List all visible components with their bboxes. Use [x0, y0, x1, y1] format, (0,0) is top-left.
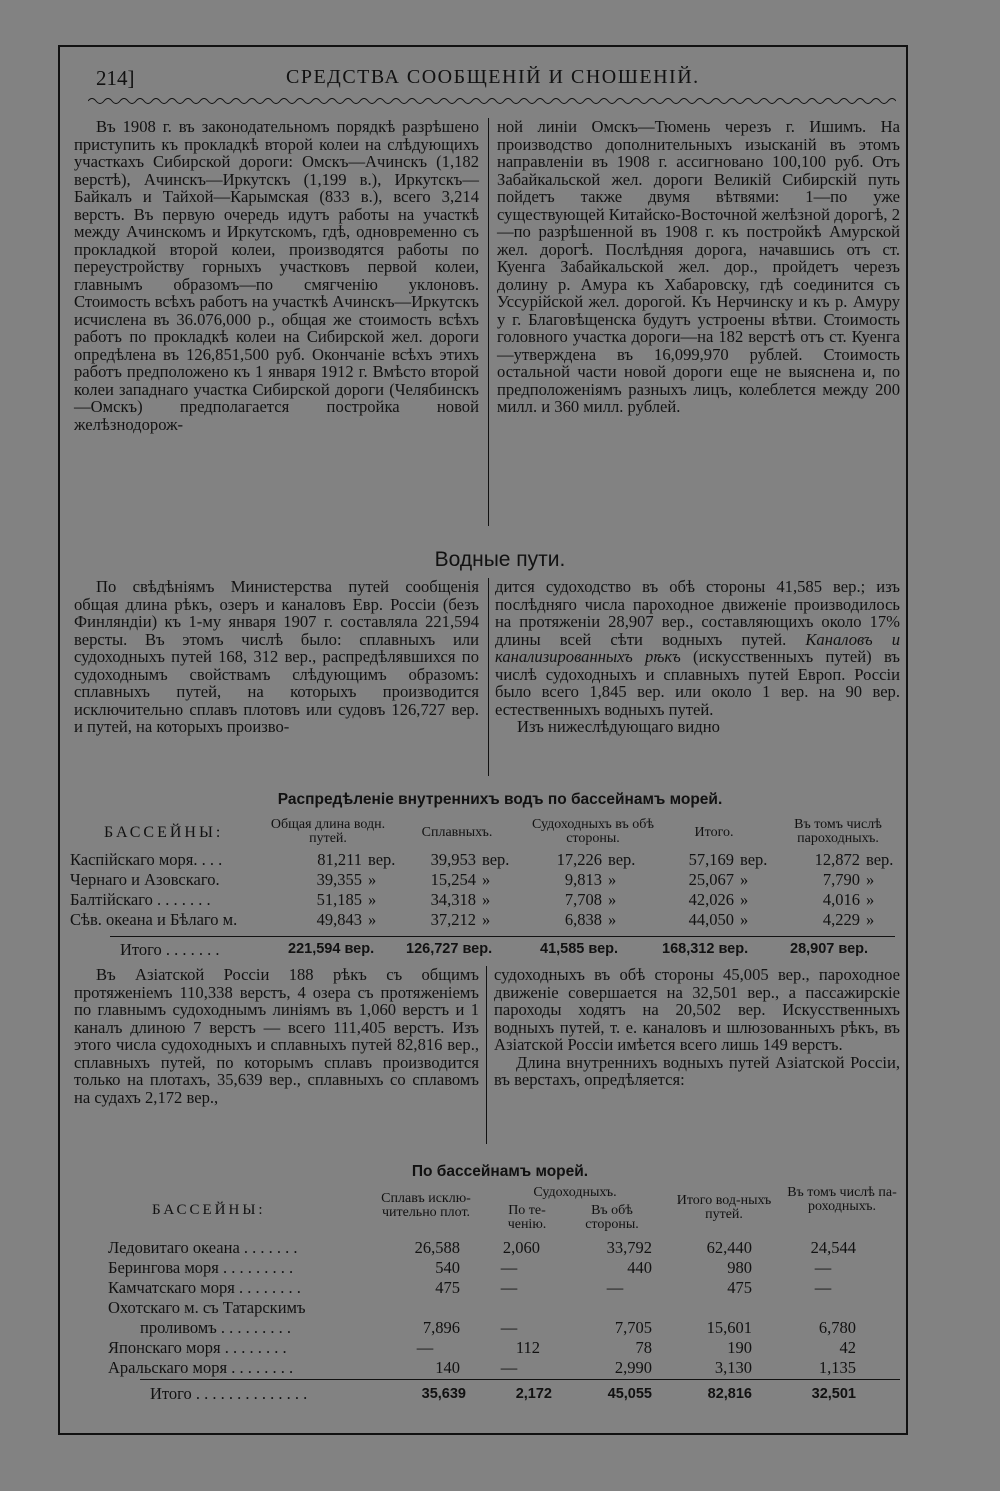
table2-cell-raft: 475 — [435, 1278, 460, 1297]
table2-cell-steam: 6,780 — [818, 1318, 856, 1337]
table1-unit: » — [368, 890, 377, 909]
table2-cell-down: 2,060 — [502, 1238, 540, 1257]
table2-cell-steam: — — [814, 1278, 832, 1297]
table2-header-total: Итого вод-ныхъ путей. — [676, 1193, 772, 1222]
water-text-left — [74, 578, 479, 736]
rail-paragraph-left: Въ 1908 г. въ законодательномъ порядкѣ разрѣшено приступить къ прокладкѣ второй колеи на слѣдующихъ участкахъ Сибирской дороги: Омскъ—Ачинскъ (1,182 верстѣ), Ачинскъ—Иркутскъ (1,199 в.), Иркутскъ—Байкалъ и Тайхой—Карымская (833 в.), всего 3,214 верстъ. Въ первую очередь идутъ работы на участкѣ между Ачинскомъ и Иркутскомъ, гдѣ, одновременно съ прокладкой второй колеи, производятся работы по переустройству горныхъ участковъ первой колеи, главнымъ образомъ—по смягченію уклоновъ. Стоимость всѣхъ работъ на участкѣ Ачинскъ—Иркутскъ исчислена въ 36.076,000 р., общая же стоимость всѣхъ работъ по прокладкѣ колеи на Сибирской жел. дороги опредѣлена въ 126,851,500 руб. Окончаніе всѣхъ этихъ работъ предположено къ 1 января 1912 г. Вмѣсто второй колеи западнаго участка Сибирской дороги (Челябинскъ—Омскъ) предполагается постройка новой желѣзнодорож- — [74, 117, 479, 434]
table2-cell-name: Японскаго моря . . . . . . . . — [108, 1338, 287, 1357]
table2-cell-name: Аральскаго моря . . . . . . . . — [108, 1358, 294, 1377]
table1-unit: » — [368, 870, 377, 889]
table1-unit: вер. — [368, 850, 396, 869]
table1-unit: » — [866, 870, 875, 889]
table1-header-steam: Въ томъ числѣ пароходныхъ. — [794, 817, 882, 846]
table1-cell-total: 57,169 — [688, 850, 734, 869]
table2-cell-raft: — — [416, 1338, 434, 1357]
column-divider — [488, 118, 489, 526]
table1-header-total-length: Общая длина водн. путей. — [270, 817, 386, 846]
table2-cell-both: 33,792 — [606, 1238, 652, 1257]
table2-cell-both: 440 — [627, 1258, 652, 1277]
table1-cell-raft: 39,953 — [430, 850, 476, 869]
table2-cell-raft: 540 — [435, 1258, 460, 1277]
table2-total-total: 82,816 — [707, 1386, 752, 1402]
table2-cell-total: 15,601 — [706, 1318, 752, 1337]
table1-total-raft: 126,727 вер. — [406, 941, 493, 957]
table1-cell-total-len: 49,843 — [316, 910, 362, 929]
table2-cell-both: — — [606, 1278, 624, 1297]
column-divider — [488, 578, 489, 776]
table1-total-navigable: 41,585 вер. — [540, 941, 619, 957]
table2-cell-raft: 7,896 — [422, 1318, 460, 1337]
table1-cell-raft: 15,254 — [430, 870, 476, 889]
table2-cell-down: — — [500, 1278, 518, 1297]
table1-unit: » — [740, 910, 749, 929]
water-text-right — [495, 578, 900, 736]
table2-cell-name: Ледовитаго океана . . . . . . . — [108, 1238, 298, 1257]
table2-header-steam: Въ томъ числѣ па-роходныхъ. — [787, 1185, 897, 1214]
page-number: 214] — [96, 66, 135, 90]
water-paragraph-right-last: Изъ нижеслѣдующаго видно — [517, 717, 720, 736]
table2-cell-total: 980 — [727, 1258, 752, 1277]
table1-cell-total-len: 39,355 — [316, 870, 362, 889]
rail-text-right — [497, 118, 900, 416]
table1-header-basins: БАССЕЙНЫ: — [104, 824, 224, 841]
table2 — [100, 1186, 900, 1412]
table1 — [70, 816, 900, 966]
table1-unit: вер. — [740, 850, 768, 869]
table1-unit: » — [482, 910, 491, 929]
ornament-rule — [88, 96, 896, 106]
table2-header-both-ways: Въ обѣ стороны. — [585, 1203, 639, 1232]
table1-cell-total: 44,050 — [688, 910, 734, 929]
table2-cell-total: 190 — [727, 1338, 752, 1357]
table1-cell-steam: 7,790 — [822, 870, 860, 889]
table1-total-label: Итого . . . . . . . — [120, 940, 220, 959]
table2-cell-raft: 26,588 — [414, 1238, 460, 1257]
table1-unit: » — [482, 870, 491, 889]
table2-cell-down: 112 — [515, 1338, 540, 1357]
table2-cell-total: 3,130 — [714, 1358, 752, 1377]
table2-cell-down: — — [500, 1318, 518, 1337]
asia-paragraph-left: Въ Азіатской Россіи 188 рѣкъ съ общимъ протяженіемъ 110,338 верстъ, 4 озера съ протяженіемъ по главнымъ судоходнымъ линіямъ въ 1,060 верстъ и 1 каналъ длиною 7 верстъ — всего 111,405 верстъ. Изъ этого числа судоходныхъ и сплавныхъ путей 82,816 вер., сплавныхъ путей, по которымъ сплавъ производится только на плотахъ, 35,639 вер., сплавныхъ со сплавомъ на судахъ 2,172 вер., — [74, 965, 479, 1107]
table1-unit: » — [608, 910, 617, 929]
asia-text-right — [494, 966, 900, 1089]
table2-cell-name: Камчатскаго моря . . . . . . . . — [108, 1278, 301, 1297]
table1-unit: вер. — [866, 850, 894, 869]
table1-cell-name: Сѣв. океана и Бѣлаго м. — [70, 910, 238, 929]
table2-cell-total: 475 — [727, 1278, 752, 1297]
table1-unit: вер. — [482, 850, 510, 869]
table1-total-rule — [110, 936, 895, 937]
table2-cell-steam: 24,544 — [810, 1238, 856, 1257]
table2-cell-both: 2,990 — [614, 1358, 652, 1377]
table1-cell-steam: 4,229 — [822, 910, 860, 929]
table2-cell-name: проливомъ . . . . . . . . . — [140, 1318, 292, 1337]
table1-total-steam: 28,907 вер. — [790, 941, 869, 957]
table1-header-raft: Сплавныхъ. — [421, 825, 493, 840]
table1-cell-raft: 37,212 — [430, 910, 476, 929]
running-title: СРЕДСТВА СООБЩЕНІЙ И СНОШЕНІЙ. — [286, 66, 700, 88]
table2-total-rule — [140, 1379, 900, 1380]
column-divider — [486, 966, 487, 1144]
table1-cell-total: 25,067 — [688, 870, 734, 889]
table2-cell-steam: — — [814, 1258, 832, 1277]
table1-unit: » — [740, 890, 749, 909]
table1-total-total: 168,312 вер. — [662, 941, 749, 957]
table1-cell-navig: 6,838 — [564, 910, 602, 929]
table1-unit: » — [740, 870, 749, 889]
rail-paragraph-right: ной линіи Омскъ—Тюмень черезъ г. Ишимъ. На производство дополнительныхъ изысканій въ этомъ направленіи въ 1908 г. ассигновано 100,100 руб. Отъ Забайкальской жел. дороги Великій Сибирскій путь пойдетъ также двумя вѣтвями: 1—по уже существующей Китайско-Восточной желѣзной дорогѣ, 2—по разрѣшенной въ 1908 г. къ постройкѣ Амурской жел. дорогѣ. Послѣдняя дорога, начавшись отъ ст. Куенга Забайкальской жел. дор., пройдетъ черезъ долину р. Амура къ Хабаровску, гдѣ соединится съ Уссурійской жел. дорогой. Къ Нерчинску и къ р. Амуру у г. Благовѣщенска будутъ устроены вѣтви. Стоимость головного участка дороги—на 182 верстѣ отъ ст. Куенга—утверждена въ 16,099,970 рублей. Стоимость остальной части новой дороги еще не выяснена и, по предположеніямъ разныхъ лицъ, колеблется между 200 милл. и 360 милл. рублей. — [497, 117, 900, 416]
table2-cell-steam: 1,135 — [818, 1358, 856, 1377]
table2-cell-down: — — [500, 1358, 518, 1377]
section-heading: Водные пути. — [434, 548, 566, 571]
table1-unit: » — [608, 890, 617, 909]
table2-total-steam: 32,501 — [811, 1386, 856, 1402]
rail-text-left — [74, 118, 479, 433]
table1-unit: » — [608, 870, 617, 889]
table1-cell-steam: 12,872 — [814, 850, 860, 869]
table2-cell-both: 7,705 — [614, 1318, 652, 1337]
asia-text-left — [74, 966, 479, 1106]
table1-header-navigable: Судоходныхъ въ обѣ стороны. — [532, 817, 654, 846]
table2-cell-both: 78 — [635, 1338, 652, 1357]
water-paragraph-left: По свѣдѣніямъ Министерства путей сообщенія общая длина рѣкъ, озеръ и каналовъ Евр. Россіи (безъ Финляндіи) къ 1-му января 1907 г. составляла 221,594 версты. Въ этомъ числѣ было: сплавныхъ или судоходныхъ путей 168, 312 вер., распредѣлявшихся по судоходнымъ свойствамъ слѣдующимъ образомъ: сплавныхъ путей, на которыхъ производится исключительно сплавъ плотовъ или судовъ 126,727 вер. и путей, на которыхъ произво- — [74, 577, 479, 736]
table2-header-basins: БАССЕЙНЫ: — [152, 1202, 266, 1218]
table2-cell-name: Охотскаго м. съ Татарскимъ — [108, 1298, 306, 1317]
table2-total-both-ways: 45,055 — [607, 1386, 652, 1402]
table2-cell-raft: 140 — [435, 1358, 460, 1377]
table2-cell-total: 62,440 — [706, 1238, 752, 1257]
table1-cell-total: 42,026 — [688, 890, 734, 909]
table2-title: По бассейнамъ морей. — [411, 1163, 589, 1180]
table1-cell-name: Чернаго и Азовскаго. — [70, 870, 220, 889]
table1-unit: » — [368, 910, 377, 929]
table2-total-downstream: 2,172 — [515, 1386, 552, 1402]
table1-unit: » — [866, 910, 875, 929]
table2-cell-name: Берингова моря . . . . . . . . . — [108, 1258, 294, 1277]
table1-cell-total-len: 51,185 — [316, 890, 362, 909]
table1-unit: » — [866, 890, 875, 909]
table1-unit: вер. — [608, 850, 636, 869]
table1-cell-raft: 34,318 — [430, 890, 476, 909]
table2-total-label: Итого . . . . . . . . . . . . . . — [150, 1384, 308, 1403]
asia-paragraph-right-last: Длина внутреннихъ водныхъ путей Азіатской Россіи, въ верстахъ, опредѣляется: — [494, 1052, 900, 1089]
table1-total-length: 221,594 вер. — [288, 941, 375, 957]
table1-cell-name: Балтійскаго . . . . . . . — [70, 890, 211, 909]
table1-cell-navig: 7,708 — [564, 890, 602, 909]
table1-cell-total-len: 81,211 — [317, 850, 362, 869]
table1-cell-name: Каспійскаго моря. . . . — [70, 850, 223, 869]
water-paragraph-right — [495, 578, 900, 718]
table2-cell-steam: 42 — [839, 1338, 856, 1357]
table1-cell-navig: 17,226 — [556, 850, 602, 869]
table1-cell-navig: 9,813 — [564, 870, 602, 889]
table2-header-downstream: По те-ченію. — [507, 1203, 547, 1232]
table2-header-navigable-group: Судоходныхъ. — [533, 1185, 617, 1200]
water-text-emphasis: Каналовъ и канализированныхъ рѣкъ — [495, 629, 901, 666]
table1-header-total: Итого. — [694, 825, 734, 840]
water-text-pre: дится судоходство въ обѣ стороны 41,585 вер.; изъ послѣдняго числа пароходное движеніе производилось на протяженіи 28,907 вер., составляющихъ около 17% длины всей сѣти водныхъ путей. — [495, 577, 900, 649]
table2-cell-down: — — [500, 1258, 518, 1277]
asia-paragraph-right: судоходныхъ въ обѣ стороны 45,005 вер., пароходное движеніе совершается на 32,501 вер., а пассажирскіе пароходы ходятъ на 20,502 вер. Искусственныхъ водныхъ путей, т. е. каналовъ и шлюзованныхъ рѣкъ, въ Азіатской Россіи имѣется всего лишь 149 верстъ. — [494, 965, 900, 1054]
table2-total-raft: 35,639 — [421, 1386, 466, 1402]
table1-unit: » — [482, 890, 491, 909]
table1-title: Распредѣленіе внутреннихъ водъ по бассейнамъ морей. — [277, 791, 723, 808]
table2-header-raft: Сплавъ исклю-чительно плот. — [381, 1191, 471, 1220]
table1-cell-steam: 4,016 — [822, 890, 860, 909]
water-text-post: (искусственныхъ путей) въ числѣ судоходныхъ и сплавныхъ путей Европ. Россіи было всего 1,845 вер. или около 1 вер. на 90 вер. естественныхъ водныхъ путей. — [495, 647, 900, 719]
